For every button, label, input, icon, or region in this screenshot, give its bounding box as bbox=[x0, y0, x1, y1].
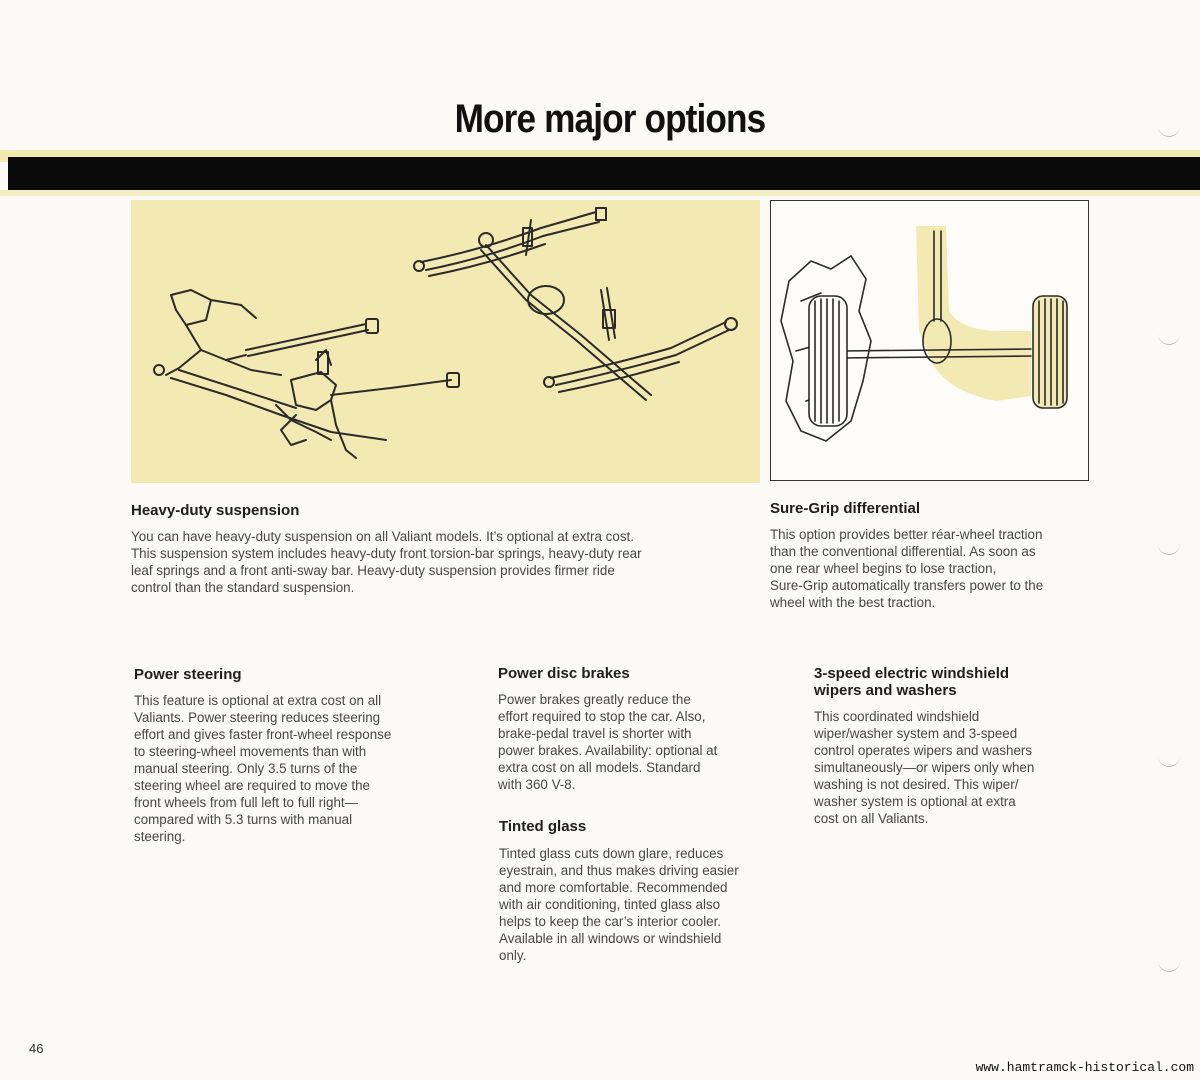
binder-mark bbox=[1158, 957, 1180, 972]
disc-brakes-heading: Power disc brakes bbox=[498, 665, 630, 682]
binder-mark bbox=[1158, 540, 1180, 555]
binder-mark bbox=[1158, 330, 1180, 345]
page-number: 46 bbox=[29, 1041, 44, 1056]
differential-drawing bbox=[771, 201, 1087, 479]
suspension-drawing bbox=[131, 200, 760, 483]
wipers-text: This coordinated windshield wiper/washer system and 3-speed control operates wipers and washers simultaneously—or wipers only when washing is not desired. This wiper/ washer system is optional at extra cost on all Valiants. bbox=[814, 709, 1035, 826]
power-steering-heading: Power steering bbox=[134, 666, 242, 683]
power-steering-text: This feature is optional at extra cost on all Valiants. Power steering reduces steering effort and gives faster front-wheel response to steering-wheel movements than with manual steering. Only 3.5 turns of the steering wheel are required to move the front wheels from full left to full right— compared with 5.3 turns with manual steering. bbox=[134, 693, 392, 844]
sure-grip-heading: Sure-Grip differential bbox=[770, 500, 921, 517]
suspension-heading: Heavy-duty suspension bbox=[131, 502, 300, 519]
tinted-glass-text: Tinted glass cuts down glare, reduces eyestrain, and thus makes driving easier and more comfortable. Recommended with air conditioning, tinted glass also helps to keep the car’s interior cooler. Available in all windows or windshield only. bbox=[499, 846, 739, 963]
wipers-heading: 3-speed electric windshield wipers and washers bbox=[814, 665, 1010, 699]
suspension-illustration bbox=[131, 200, 760, 483]
yellow-band-lower bbox=[0, 190, 1200, 196]
differential-illustration bbox=[770, 200, 1089, 481]
black-band bbox=[8, 157, 1200, 191]
binder-mark bbox=[1158, 752, 1180, 767]
sure-grip-text: This option provides better réar-wheel traction than the conventional differential. As soon as one rear wheel begins to lose traction, Sure-Grip automatically transfers power to the wheel with the best traction. bbox=[770, 527, 1044, 610]
footer-url: www.hamtramck-historical.com bbox=[975, 1060, 1194, 1075]
tinted-glass-heading: Tinted glass bbox=[499, 818, 587, 835]
suspension-text: You can have heavy-duty suspension on all Valiant models. It’s optional at extra cost. This suspension system includes heavy-duty front torsion-bar springs, heavy-duty rear leaf springs and a front anti-sway bar. Heavy-duty suspension provides firmer ride control than the standard suspension. bbox=[131, 529, 642, 595]
binder-mark bbox=[1158, 122, 1180, 137]
page-title: More major options bbox=[454, 96, 766, 141]
disc-brakes-text: Power brakes greatly reduce the effort required to stop the car. Also, brake-pedal travel is shorter with power brakes. Availability: optional at extra cost on all models. Standard with 360 V-8. bbox=[498, 692, 718, 792]
